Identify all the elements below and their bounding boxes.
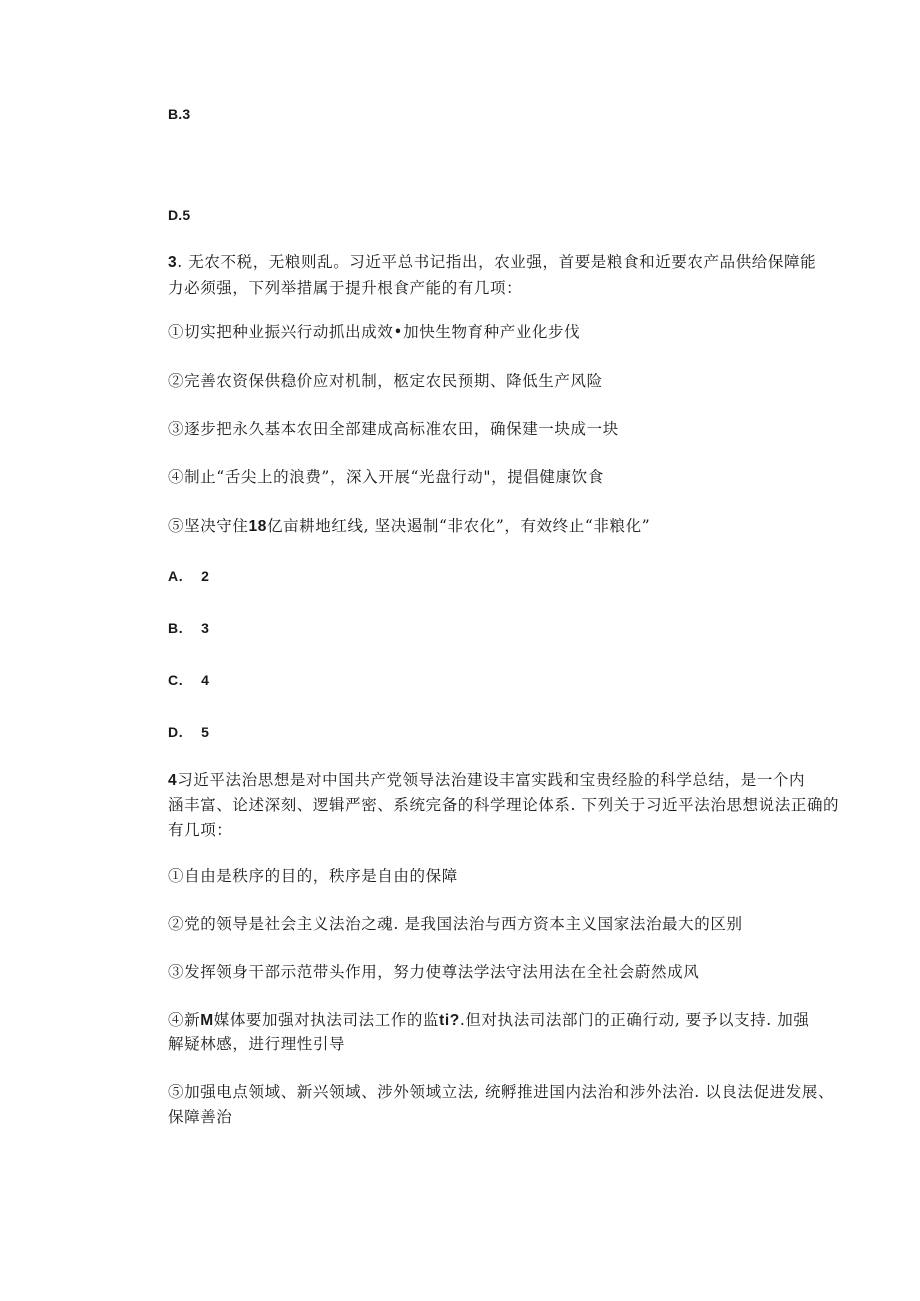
question-3-item-5-suffix: 亿亩耕地红线, 坚决遏制“非农化”，有效终止“非粮化” [266, 517, 651, 535]
question-3-item-1: ①切实把种业振兴行动抓出成效•加快生物育种产业化步伐 [168, 323, 581, 341]
question-3-option-b: B. 3 [168, 620, 210, 636]
question-4-item-4-b: M [200, 1012, 214, 1029]
question-4-item-4-a: ④新 [168, 1011, 201, 1029]
question-3-option-c: C. 4 [168, 672, 210, 688]
question-4-item-4-c: 媒体要加强对执法司法工作的监 [213, 1011, 440, 1029]
question-4-item-4-line-2: 解疑林感，进行理性引导 [168, 1035, 346, 1053]
question-3-item-5 [168, 516, 650, 537]
question-4-line-2: 涵丰富、论述深刻、逻辑严密、系统完备的科学理论体系. 下列关于习近平法治思想说法正确的 [168, 796, 840, 814]
option-d-prev: D.5 [168, 207, 191, 223]
question-3-option-d: D. 5 [168, 724, 210, 740]
question-3-text-1: . 无农不税，无粮则乱。习近平总书记指出，农业强，首要是粮食和近要农产品供给保障能 [177, 253, 817, 271]
question-4-item-1: ①自由是秩序的目的，秩序是自由的保障 [168, 867, 458, 885]
question-3-item-2: ②完善农资保供稳价应对机制，柩定农民预期、降低生产风险 [168, 372, 603, 390]
question-4-text-1: 习近平法治思想是对中国共产党领导法治建设丰富实践和宝贵经脸的科学总结，是一个内 [177, 771, 806, 789]
question-4-line-3: 有几项： [168, 821, 233, 839]
question-3-item-5-prefix: ⑤坚决守住 [168, 517, 249, 535]
question-4-item-3: ③发挥领身干部示范带头作用，努力使尊法学法守法用法在全社会蔚然成风 [168, 963, 700, 981]
question-4-item-4-line-1 [168, 1010, 810, 1031]
question-3-line-2: 力必须强，下列举措属于提升根食产能的有几项： [168, 279, 523, 297]
question-4-item-5-line-2: 保障善治 [168, 1108, 233, 1126]
question-3-option-a: A. 2 [168, 568, 210, 584]
question-4-item-4-d: ti? [439, 1012, 460, 1029]
option-b-prev: B.3 [168, 106, 191, 122]
question-4-item-2: ②党的领导是社会主义法治之魂. 是我国法治与西方资本主义国家法治最大的区别 [168, 915, 743, 933]
question-4-line-1 [168, 770, 805, 791]
question-3-item-4: ④制止“舌尖上的浪费”，深入开展“光盘行动"，提倡健康饮食 [168, 468, 604, 486]
question-3-item-3: ③逐步把永久基本农田全部建成高标准农田，确保建一块成一块 [168, 420, 619, 438]
question-4-number: 4 [168, 772, 178, 789]
question-3-line-1 [168, 252, 816, 273]
question-4-item-5-line-1: ⑤加强电点领域、新兴领域、涉外领域立法, 统孵推进国内法治和涉外法治. 以良法促进发展、 [168, 1083, 835, 1101]
question-3-number: 3 [168, 254, 178, 271]
question-3-item-5-number: 18 [248, 518, 267, 535]
question-4-item-4-e: .但对执法司法部门的正确行动, 要予以支持. 加强 [459, 1011, 810, 1029]
